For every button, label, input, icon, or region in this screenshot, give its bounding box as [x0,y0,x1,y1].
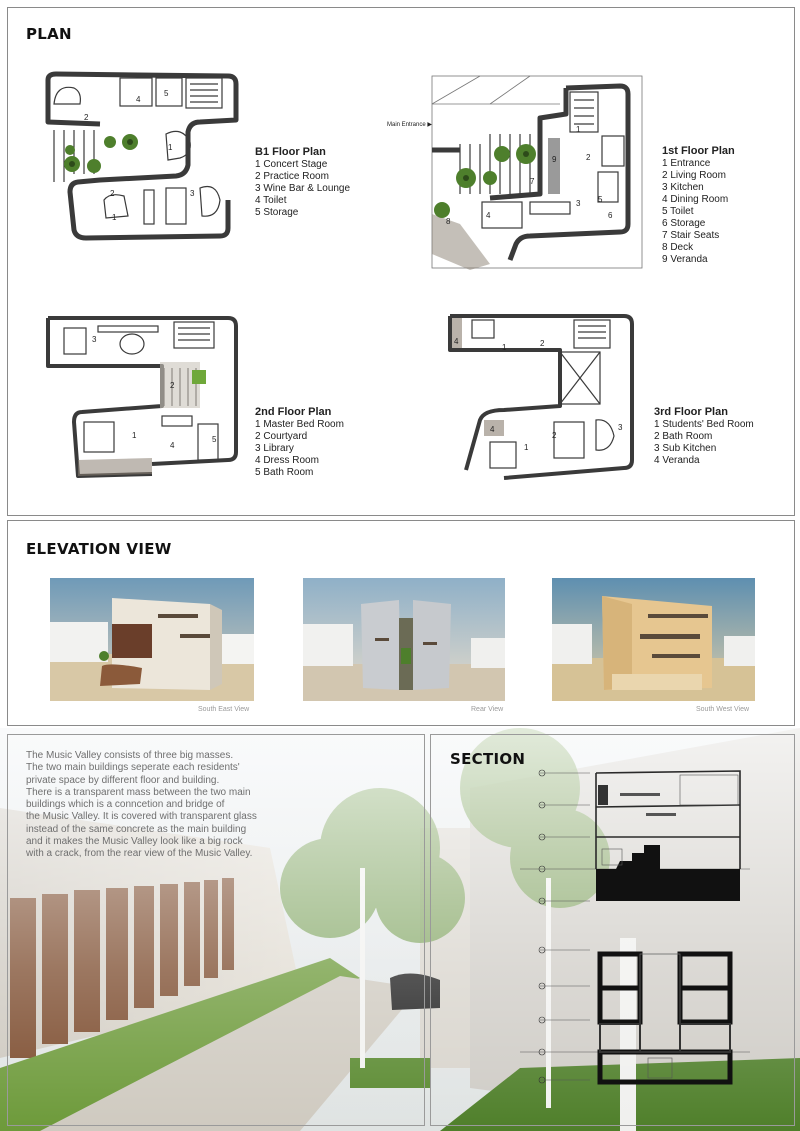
b1-legend [255,145,350,219]
f2-item: 2 Courtyard [255,431,308,442]
description-line: with a crack, from the rear view of the Music Valley. [26,848,253,860]
b1-item: 4 Toilet [255,195,287,206]
second-floor-plan-drawing [42,312,242,487]
f2-item: 3 Library [255,443,294,454]
f2-item: 1 Master Bed Room [255,419,344,430]
svg-text:3: 3 [190,189,195,198]
section-drawing-upper [520,765,750,915]
f3-legend [654,405,754,467]
svg-text:2: 2 [586,153,591,162]
svg-text:4: 4 [170,441,175,450]
f3-item: 1 Students' Bed Room [654,419,754,430]
f3-item: 3 Sub Kitchen [654,443,717,454]
f1-item: 8 Deck [662,242,694,253]
south-west-caption: South West View [696,706,750,713]
description-line: buildings which is a conncetion and bridge of [26,799,225,811]
f1-item: 4 Dining Room [662,194,729,205]
svg-text:1: 1 [168,143,173,152]
svg-text:9: 9 [552,155,557,164]
svg-text:4: 4 [454,337,459,346]
description-line: There is a transparent mass between the two main [26,786,251,798]
description-line: and it makes the Music Valley look like a big rock [26,836,243,848]
svg-text:1: 1 [112,213,117,222]
svg-text:1: 1 [524,443,529,452]
third-floor-plan-drawing [444,310,644,490]
svg-text:3: 3 [618,423,623,432]
section-heading: SECTION [450,750,526,768]
svg-text:2: 2 [110,189,115,198]
f2-item: 4 Dress Room [255,455,319,466]
arrow-right-icon: ▶ [427,122,432,128]
f2-legend [255,405,344,479]
description-line: instead of the same concrete as the main building [26,823,247,835]
svg-text:6: 6 [608,211,613,220]
f1-item: 7 Stair Seats [662,230,720,241]
f1-legend [662,144,735,266]
south-west-view-render [552,578,755,701]
b1-item: 2 Practice Room [255,171,329,182]
svg-text:2: 2 [552,431,557,440]
section-drawing-lower [520,940,750,1090]
svg-text:5: 5 [164,89,169,98]
south-east-view-render [50,578,254,701]
f3-item: 2 Bath Room [654,431,713,442]
f1-item: 3 Kitchen [662,182,704,193]
description-line: The Music Valley consists of three big masses. [26,750,234,761]
south-east-caption: South East View [198,706,250,713]
rear-view-render [303,578,505,701]
b1-item: 1 Concert Stage [255,159,328,170]
rear-view-caption: Rear View [471,706,504,713]
svg-text:1: 1 [132,431,137,440]
svg-text:3: 3 [576,199,581,208]
first-floor-plan-drawing [430,74,645,274]
f1-item: 2 Living Room [662,170,726,181]
svg-text:1: 1 [502,343,507,352]
svg-text:7: 7 [530,177,535,186]
f3-title: 3rd Floor Plan [654,406,728,418]
b1-item: 5 Storage [255,207,299,218]
svg-text:1: 1 [576,125,581,134]
svg-text:8: 8 [446,217,451,226]
svg-text:5: 5 [212,435,217,444]
f1-item: 9 Veranda [662,254,708,265]
b1-item: 3 Wine Bar & Lounge [255,183,351,194]
f3-item: 4 Veranda [654,455,700,466]
f1-item: 1 Entrance [662,158,711,169]
svg-text:2: 2 [540,339,545,348]
svg-text:4: 4 [486,211,491,220]
description-line: the Music Valley. It is covered with transparent glass [26,811,257,823]
f1-item: 5 Toilet [662,206,694,217]
svg-text:3: 3 [92,335,97,344]
plan-heading: PLAN [26,25,72,43]
svg-text:2: 2 [170,381,175,390]
description-line: private space by different floor and building. [26,774,220,786]
main-entrance-label: Main Entrance ▶ [387,122,432,128]
b1-title: B1 Floor Plan [255,146,326,158]
description-text [26,750,288,861]
svg-text:2: 2 [84,113,89,122]
description-line: The two main buildings seperate each residents' [26,762,240,774]
b1-floor-plan-drawing [40,70,250,250]
f2-item: 5 Bath Room [255,467,314,478]
elevation-heading: ELEVATION VIEW [26,540,172,558]
f1-item: 6 Storage [662,218,706,229]
f1-title: 1st Floor Plan [662,145,735,157]
svg-text:4: 4 [136,95,141,104]
f2-title: 2nd Floor Plan [255,406,332,418]
svg-text:5: 5 [598,195,603,204]
svg-text:4: 4 [490,425,495,434]
